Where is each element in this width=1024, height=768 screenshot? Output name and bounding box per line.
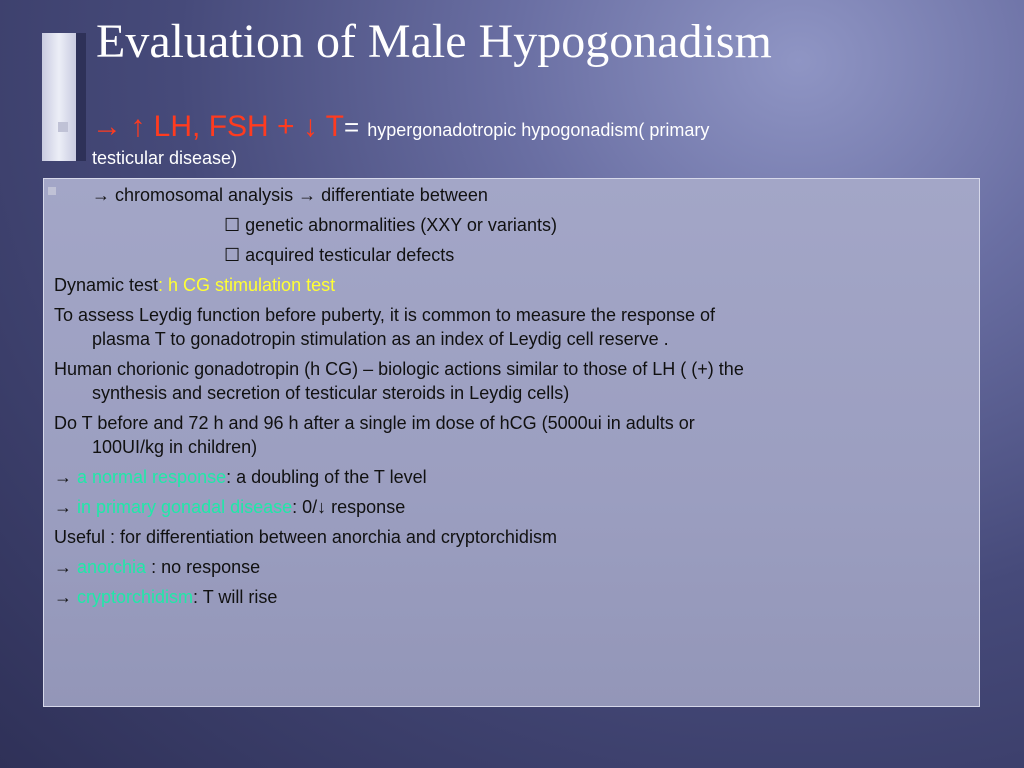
cryptorchidism-line [54, 585, 954, 609]
slide-title: Evaluation of Male Hypogonadism [96, 15, 772, 68]
leydig-line-1: To assess Leydig function before puberty, it is common to measure the response of [54, 305, 716, 325]
cryptorchidism-text: : T will rise [193, 587, 278, 607]
hcg-line-1: Human chorionic gonadotropin (h CG) – biologic actions similar to those of LH ( (+) the [54, 359, 744, 379]
hypergonadotropic-text: hypergonadotropic hypogonadism( primary [367, 120, 710, 140]
normal-response-text: : a doubling of the T level [226, 467, 427, 487]
equals-text: = [344, 112, 360, 142]
dynamic-test-line [54, 273, 954, 297]
acquired-defects-item: ☐ acquired testicular defects [224, 245, 455, 265]
primary-gonadal-label: in primary gonadal disease [77, 497, 293, 517]
bullet-hypergonadotropic [58, 108, 938, 169]
leydig-function-paragraph [54, 303, 954, 351]
normal-response-label: a normal response [77, 467, 227, 487]
hcg-line-2: synthesis and secretion of testicular steroids in Leydig cells) [92, 383, 570, 403]
hcg-paragraph [54, 357, 954, 405]
chromosomal-analysis-text: → chromosomal analysis → differentiate between [92, 185, 488, 205]
arrow: → [54, 467, 78, 487]
do-t-line-1: Do T before and 72 h and 96 h after a single im dose of hCG (5000ui in adults or [54, 413, 695, 433]
primary-gonadal-text: : 0/↓ response [292, 497, 406, 517]
leydig-line-2: plasma T to gonadotropin stimulation as an index of Leydig cell reserve . [92, 329, 669, 349]
dynamic-test-label: Dynamic test [54, 275, 159, 295]
content-panel [43, 178, 980, 707]
normal-response-line [54, 465, 954, 489]
testicular-disease-text: testicular disease) [92, 148, 238, 168]
lh-fsh-t-text: → ↑ LH, FSH + ↓ T [92, 110, 344, 143]
anorchia-text: : no response [146, 557, 261, 577]
genetic-abnormalities-item: ☐ genetic abnormalities (XXY or variants) [224, 215, 557, 235]
do-t-paragraph [54, 411, 954, 459]
hcg-stimulation-test: : h CG stimulation test [158, 275, 336, 295]
anorchia-label: anorchia [77, 557, 147, 577]
primary-gonadal-line [54, 495, 954, 519]
arrow: → [54, 497, 78, 517]
arrow: → [54, 587, 78, 607]
arrow: → [54, 557, 78, 577]
bullet-marker [58, 122, 68, 132]
anorchia-line [54, 555, 954, 579]
do-t-line-2: 100UI/kg in children) [92, 437, 258, 457]
cryptorchidism-label: cryptorchidism [77, 587, 194, 607]
useful-line: Useful : for differentiation between anorchia and cryptorchidism [54, 527, 557, 547]
